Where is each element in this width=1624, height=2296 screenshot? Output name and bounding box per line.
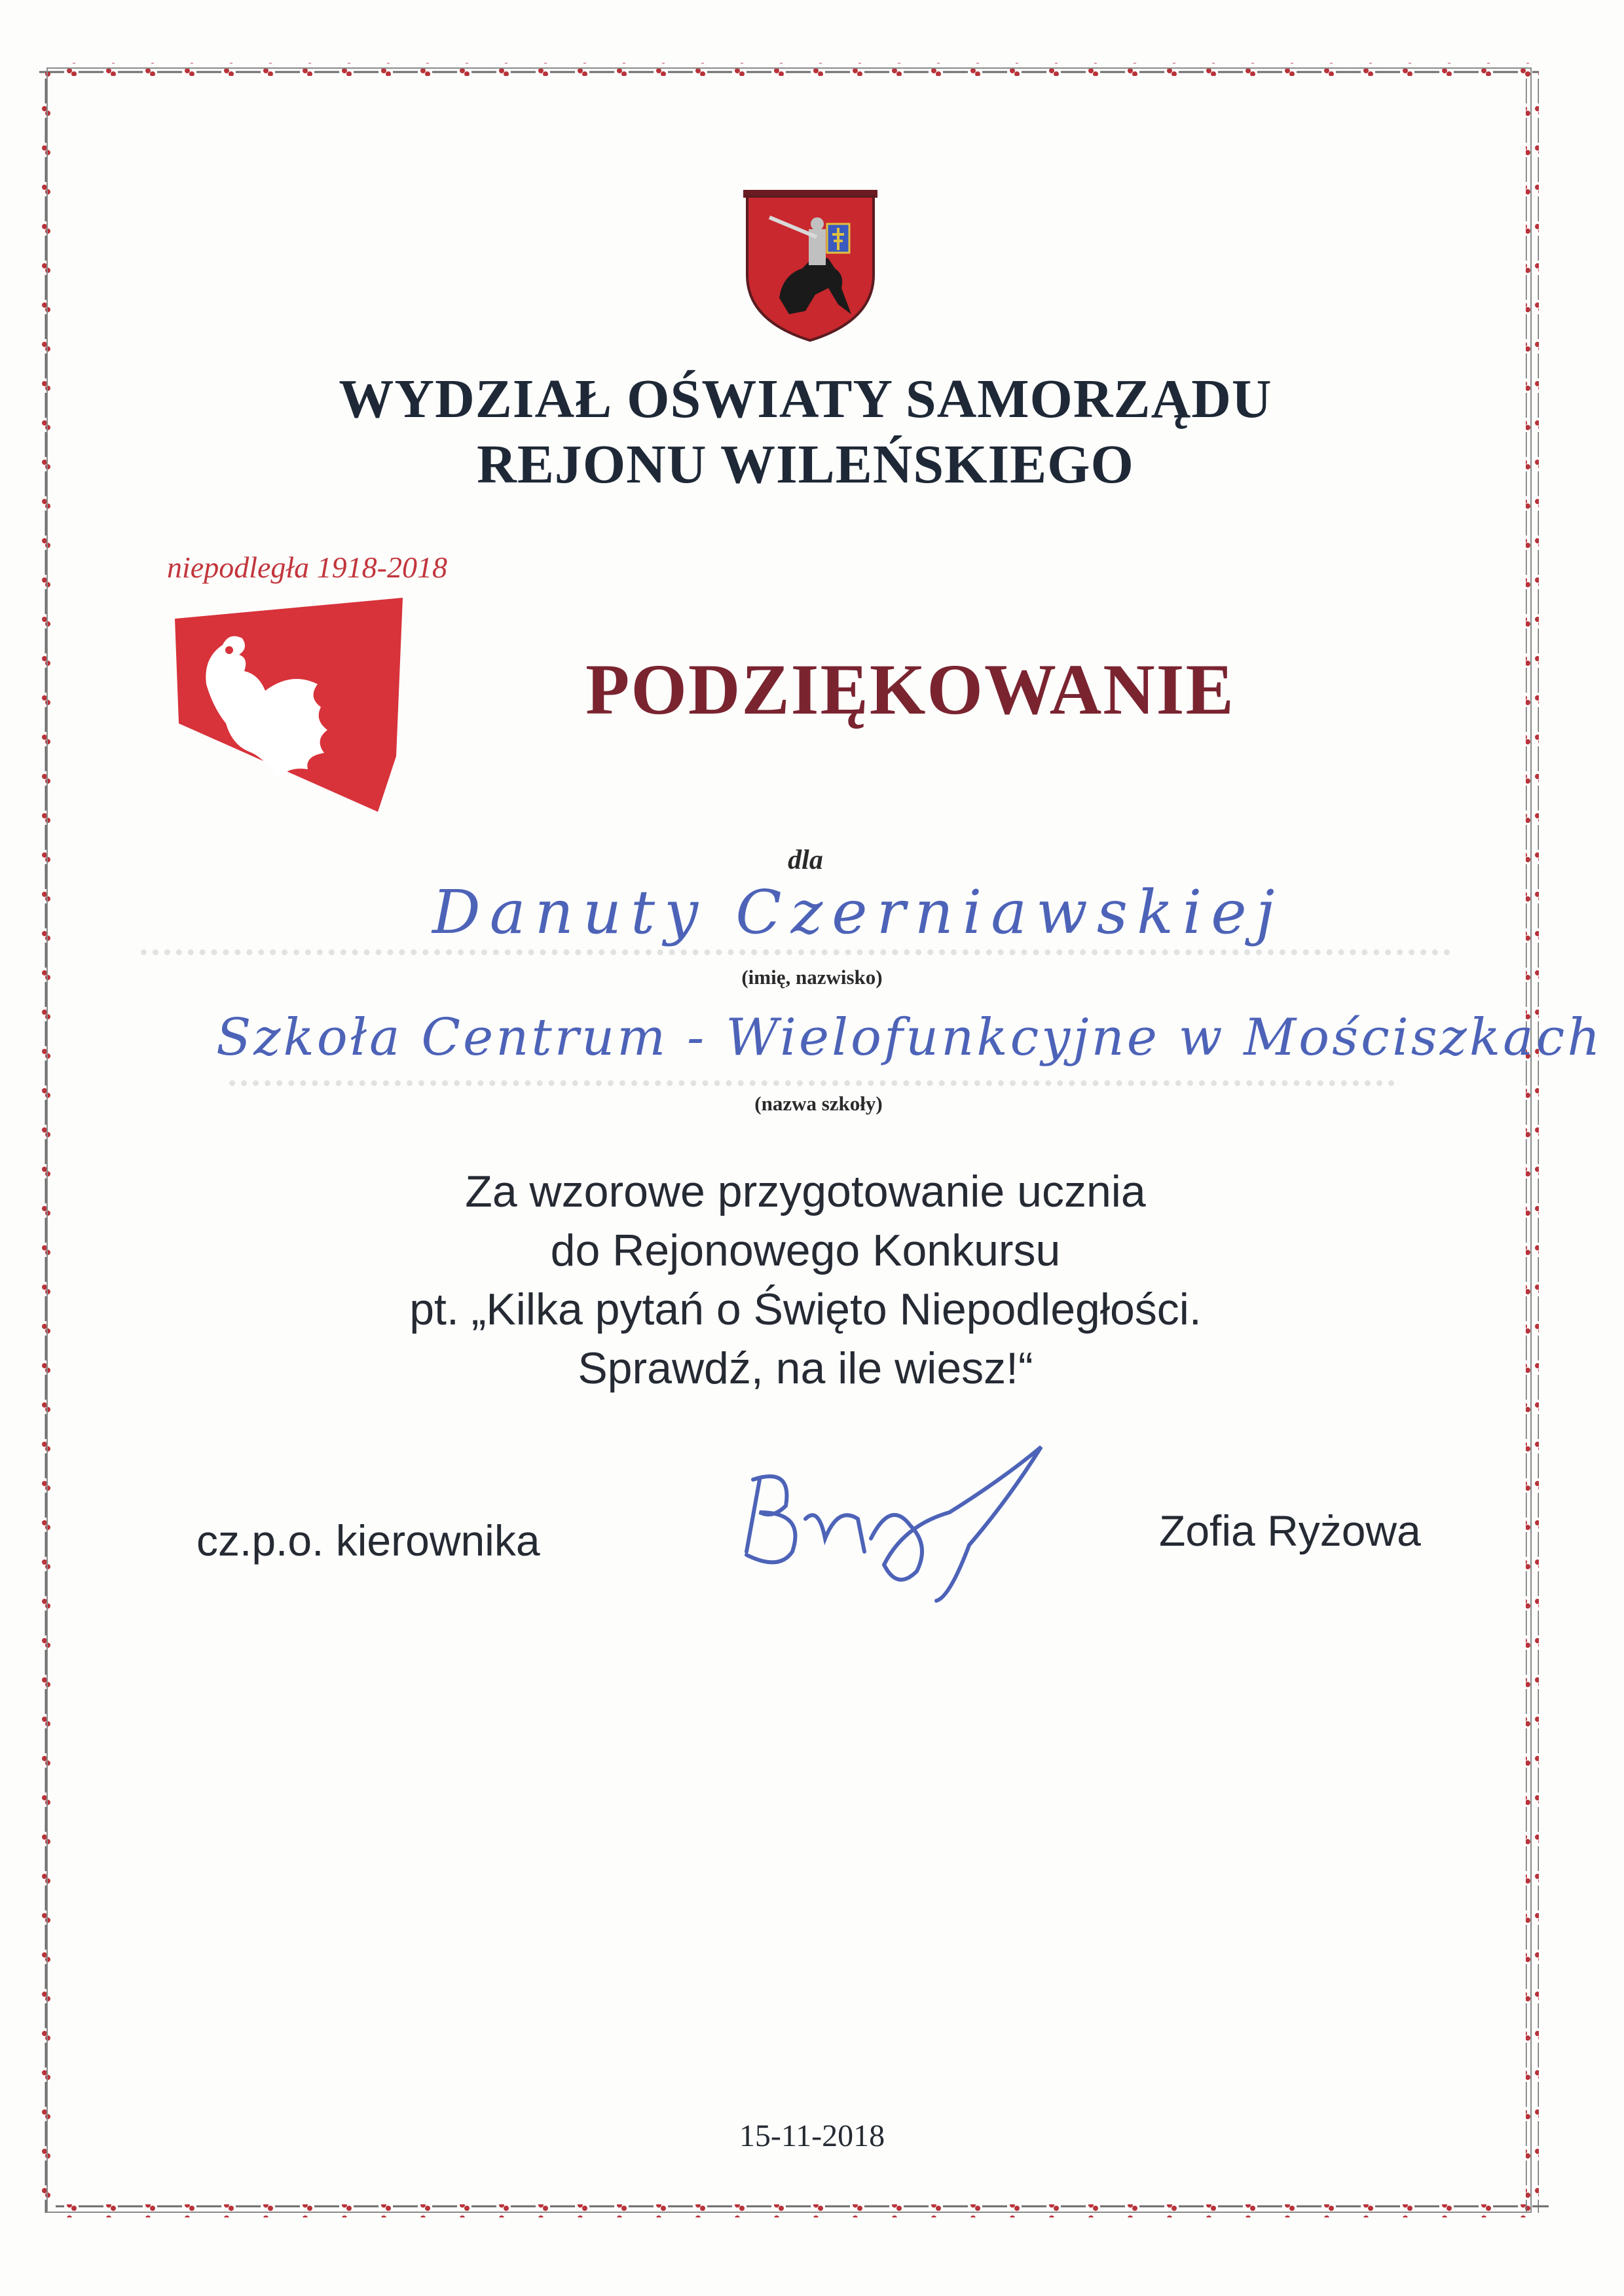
issue-date: 15-11-2018 <box>739 2119 885 2153</box>
coat-of-arms-icon <box>743 190 877 344</box>
name-caption: (imię, nazwisko) <box>741 966 883 989</box>
reason-line-2: do Rejonowego Konkursu <box>550 1226 1061 1275</box>
signatory-position: cz.p.o. kierownika <box>196 1516 540 1565</box>
certificate-title: PODZIĘKOWANIE <box>585 649 1235 729</box>
name-line <box>141 949 1450 955</box>
org-line-2: REJONU WILEŃSKIEGO <box>477 434 1134 495</box>
reason-line-1: Za wzorowe przygotowanie ucznia <box>465 1167 1146 1216</box>
reason-line-3: pt. „Kilka pytań o Święto Niepodległości. <box>409 1285 1202 1334</box>
school-line <box>229 1080 1395 1086</box>
org-line-1: WYDZIAŁ OŚWIATY SAMORZĄDU <box>339 369 1272 429</box>
issuing-organization <box>196 367 1414 498</box>
reason-line-4: Sprawdź, na ile wiesz!“ <box>578 1343 1033 1393</box>
school-caption: (nazwa szkoły) <box>754 1092 883 1115</box>
award-reason <box>196 1162 1414 1398</box>
recipient-name-handwritten: Danuty Czerniawskiej <box>432 877 1284 947</box>
white-eagle-flag-icon <box>167 592 409 818</box>
for-label: dla <box>788 845 823 875</box>
anniversary-caption: niepodległa 1918-2018 <box>167 551 447 584</box>
handwritten-signature-icon <box>733 1440 1061 1611</box>
school-name-handwritten: Szkoła Centrum - Wielofunkcyjne w Mościszkach <box>216 1008 1603 1067</box>
signatory-name: Zofia Ryżowa <box>1159 1506 1421 1555</box>
